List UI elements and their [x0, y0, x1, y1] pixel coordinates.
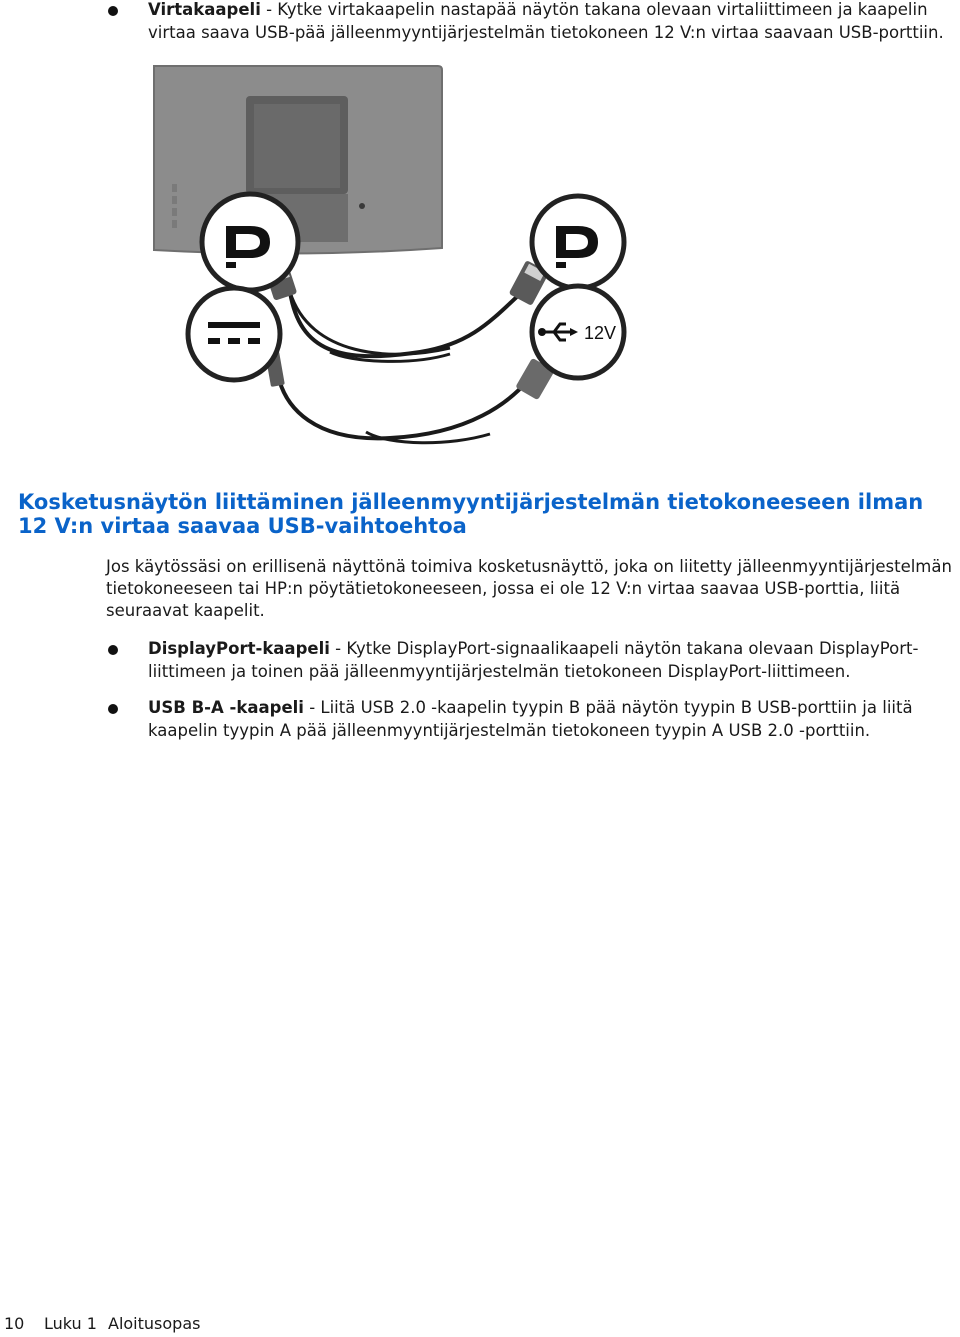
bullet-dot — [108, 6, 118, 16]
displayport-icon — [532, 196, 624, 288]
monitor-back — [154, 66, 442, 254]
page-number: 10 — [4, 1314, 25, 1333]
item-text: - Liitä USB 2.0 -kaapelin tyypin B pää näytön tyypin B USB-porttiin ja liitä kaapelin tyypin A pää jälleenmyyntijärjestelmän tietokoneen tyypin A USB 2.0 -porttiin. — [148, 698, 913, 740]
section-heading: Kosketusnäytön liittäminen jälleenmyyntijärjestelmän tietokoneeseen ilman 12 V:n virtaa saavaa USB-vaihtoehtoa — [18, 490, 924, 538]
item-text: - Kytke virtakaapelin nastapää näytön takana olevaan virtaliittimeen ja kaapelin virtaa saava USB-pää jälleenmyyntijärjestelmän tietokoneen 12 V:n virtaa saavaan USB-porttiin. — [148, 0, 944, 42]
item-term: Virtakaapeli — [148, 0, 261, 19]
usb-icon — [532, 286, 624, 378]
displayport-icon — [202, 194, 298, 290]
list-item-usb-cable — [148, 696, 958, 742]
connection-illustration — [150, 62, 630, 462]
list-item-displayport-cable — [148, 637, 958, 683]
list-item-power-cable — [148, 0, 958, 44]
bullet-dot — [108, 645, 118, 655]
item-text: - Kytke DisplayPort-signaalikaapeli näytön takana olevaan DisplayPort-liittimeen ja toinen pää jälleenmyyntijärjestelmän tietokoneen DisplayPort-liittimeen. — [148, 639, 919, 681]
dc-power-icon — [188, 288, 280, 380]
cables — [276, 292, 530, 443]
chapter-title: Aloitusopas — [108, 1314, 201, 1333]
usb-12v-label: 12V — [584, 323, 617, 343]
intro-paragraph: Jos käytössäsi on erillisenä näyttönä toimiva kosketusnäyttö, joka on liitetty jälleenmyyntijärjestelmän tietokoneeseen tai HP:n pöytätietokoneeseen, jossa ei ole 12 V:n virtaa saavaa USB-porttia, liitä seuraavat kaapelit. — [106, 557, 952, 620]
item-term: USB B-A -kaapeli — [148, 698, 304, 717]
item-term: DisplayPort-kaapeli — [148, 639, 330, 658]
chapter-label: Luku 1 — [44, 1314, 97, 1333]
bullet-dot — [108, 704, 118, 714]
